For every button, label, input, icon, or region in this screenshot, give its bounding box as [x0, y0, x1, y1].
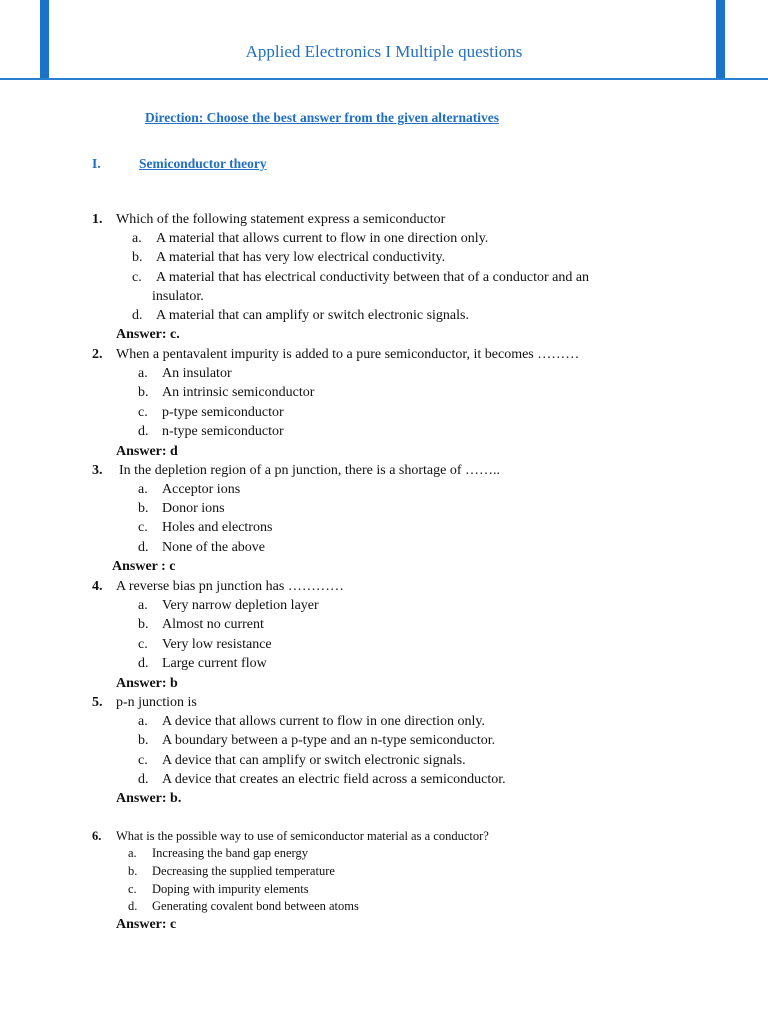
question-4 — [92, 579, 344, 595]
option — [138, 385, 315, 401]
option-continuation: insulator. — [152, 289, 204, 304]
option-letter: d. — [138, 424, 149, 439]
question-number: 2. — [92, 347, 103, 362]
option-letter: d. — [128, 899, 138, 913]
option-letter: b. — [132, 250, 143, 265]
section-number: I. — [92, 156, 101, 171]
option-text: Donor ions — [162, 501, 225, 516]
option-letter: a. — [138, 366, 148, 381]
option — [138, 656, 267, 672]
question-number: 4. — [92, 579, 103, 594]
header-right-bar — [716, 0, 725, 78]
option-letter: a. — [138, 598, 148, 613]
option — [128, 863, 335, 879]
option-letter: d. — [138, 772, 149, 787]
option-letter: a. — [128, 846, 137, 860]
option-text: Very narrow depletion layer — [162, 598, 319, 613]
option — [138, 405, 284, 421]
option-letter: b. — [138, 733, 149, 748]
option-letter: c. — [138, 520, 148, 535]
option — [138, 366, 232, 382]
question-2 — [92, 347, 580, 363]
option-text: Holes and electrons — [162, 520, 273, 535]
option — [132, 231, 489, 247]
option-letter: c. — [138, 637, 148, 652]
question-text: What is the possible way to use of semiconductor material as a conductor? — [116, 829, 489, 843]
option — [128, 845, 308, 861]
option-letter: b. — [138, 617, 149, 632]
answer: Answer : c — [112, 559, 176, 574]
question-number: 3. — [92, 463, 103, 478]
question-number: 1. — [92, 212, 103, 227]
option — [138, 520, 273, 536]
option — [138, 753, 466, 769]
question-text: In the depletion region of a pn junction, there is a shortage of …….. — [119, 463, 501, 478]
option-text: Almost no current — [162, 617, 264, 632]
option-text: p-type semiconductor — [162, 405, 284, 420]
option-letter: d. — [138, 540, 149, 555]
option — [132, 270, 590, 286]
option — [138, 714, 485, 730]
header-left-bar — [40, 0, 49, 78]
option — [132, 308, 469, 324]
question-text: When a pentavalent impurity is added to a pure semiconductor, it becomes ……… — [116, 347, 580, 362]
answer: Answer: d — [116, 444, 178, 459]
option — [138, 637, 272, 653]
option — [128, 881, 309, 897]
option-text: A material that has electrical conductivity between that of a conductor and an — [156, 270, 590, 285]
option-letter: a. — [132, 231, 142, 246]
option-letter: c. — [132, 270, 142, 285]
option — [128, 898, 359, 914]
option — [138, 501, 225, 517]
option-letter: b. — [138, 501, 149, 516]
option-letter: b. — [138, 385, 149, 400]
option — [138, 482, 241, 498]
question-number: 6. — [92, 829, 102, 843]
option-text: Very low resistance — [162, 637, 272, 652]
option-text: A material that can amplify or switch electronic signals. — [156, 308, 469, 323]
option-letter: c. — [128, 882, 137, 896]
option-text: Generating covalent bond between atoms — [152, 899, 359, 913]
option-text: An intrinsic semiconductor — [162, 385, 315, 400]
option-text: A material that has very low electrical conductivity. — [156, 250, 446, 265]
option-text: A boundary between a p-type and an n-type semiconductor. — [162, 733, 496, 748]
direction-text: Direction: Choose the best answer from the given alternatives — [145, 110, 499, 125]
option-letter: b. — [128, 864, 138, 878]
answer: Answer: c. — [116, 327, 180, 342]
option — [138, 772, 506, 788]
option-text: n-type semiconductor — [162, 424, 284, 439]
option-text: Increasing the band gap energy — [152, 846, 308, 860]
question-text: A reverse bias pn junction has ………… — [116, 579, 344, 594]
option-text: None of the above — [162, 540, 266, 555]
header-divider — [0, 78, 768, 80]
option-text: Decreasing the supplied temperature — [152, 864, 335, 878]
option-letter: a. — [138, 714, 148, 729]
option — [138, 540, 266, 556]
option-text: A device that can amplify or switch electronic signals. — [162, 753, 466, 768]
page-title: Applied Electronics I Multiple questions — [245, 42, 523, 61]
option-text: Acceptor ions — [162, 482, 241, 497]
option-text: An insulator — [162, 366, 232, 381]
question-6 — [92, 828, 489, 844]
question-5 — [92, 695, 197, 711]
question-text: p-n junction is — [116, 695, 197, 710]
option-letter: d. — [132, 308, 143, 323]
option — [132, 250, 446, 266]
option-letter: a. — [138, 482, 148, 497]
option-text: Large current flow — [162, 656, 267, 671]
question-number: 5. — [92, 695, 103, 710]
option-letter: d. — [138, 656, 149, 671]
option-text: A device that allows current to flow in one direction only. — [162, 714, 485, 729]
option — [138, 733, 496, 749]
answer: Answer: b — [116, 676, 178, 691]
option-text: Doping with impurity elements — [152, 882, 309, 896]
option — [138, 617, 264, 633]
answer: Answer: b. — [116, 791, 182, 806]
option-letter: c. — [138, 753, 148, 768]
option — [138, 598, 319, 614]
option-letter: c. — [138, 405, 148, 420]
option-text: A material that allows current to flow in one direction only. — [156, 231, 489, 246]
section-title: Semiconductor theory — [139, 156, 267, 171]
option — [138, 424, 284, 440]
question-text: Which of the following statement express a semiconductor — [116, 212, 446, 227]
answer: Answer: c — [116, 917, 177, 932]
question-3 — [92, 463, 501, 479]
question-1 — [92, 212, 446, 228]
option-text: A device that creates an electric field across a semiconductor. — [162, 772, 506, 787]
